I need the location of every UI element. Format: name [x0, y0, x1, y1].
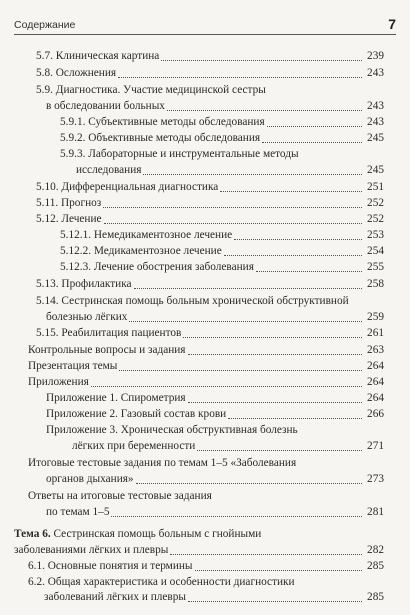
toc-entry-title: лёгких при беременности — [72, 440, 196, 452]
dot-leader — [91, 372, 362, 387]
toc-entry-title: заболеваниями лёгких и плевры — [14, 544, 169, 556]
running-head: Содержание — [14, 19, 76, 31]
toc-entry-page: 282 — [367, 544, 384, 556]
toc-entry-title: Итоговые тестовые задания по темам 1–5 «Заболевания — [28, 457, 297, 469]
toc-entry — [46, 472, 384, 487]
toc-entry-title: 5.8. Осложнения — [36, 67, 117, 79]
toc-entry-page: 259 — [367, 311, 384, 323]
toc-entry-page: 285 — [367, 560, 384, 572]
toc-entry-page: 253 — [367, 229, 384, 241]
toc-entry-title: болезнью лёгких — [46, 311, 128, 323]
toc-entry-page: 266 — [367, 408, 384, 420]
toc-entry-page: 252 — [367, 197, 384, 209]
dot-leader — [103, 193, 362, 208]
toc-entry-title: по темам 1–5 — [46, 506, 110, 518]
toc-entry-page: 261 — [367, 327, 384, 339]
toc-entry-page: 273 — [367, 473, 384, 485]
toc-entry-title: Контрольные вопросы и задания — [28, 344, 186, 356]
dot-leader — [256, 257, 362, 272]
dot-leader — [170, 540, 362, 555]
toc-entry — [76, 163, 384, 178]
toc-entry-title: 5.14. Сестринская помощь больным хронической обструктивной — [36, 295, 349, 307]
toc-entry-title: заболеваний лёгких и плевры — [44, 591, 186, 603]
toc-entry-title: 5.10. Дифференциальная диагностика — [36, 181, 219, 193]
toc-entry-page: 245 — [367, 132, 384, 144]
toc-entry-page: 252 — [367, 213, 384, 225]
toc-entry-title: 6.2. Общая характеристика и особенности диагностики — [28, 576, 295, 588]
toc-entry-page: 263 — [367, 344, 384, 356]
dot-leader — [197, 436, 362, 451]
dot-leader — [262, 128, 362, 143]
toc-entry-title: 5.11. Прогноз — [36, 197, 102, 209]
toc-entry-page: 243 — [367, 100, 384, 112]
dot-leader — [188, 388, 362, 403]
toc-entry — [44, 590, 384, 605]
toc-entry-page: 264 — [367, 376, 384, 388]
dot-leader — [161, 46, 362, 61]
toc-entry-page: 281 — [367, 506, 384, 518]
dot-leader — [119, 356, 362, 371]
toc-entry-title: Приложение 3. Хроническая обструктивная болезнь — [46, 424, 298, 436]
toc-entry-page: 258 — [367, 278, 384, 290]
toc-entry — [46, 505, 384, 520]
toc-entry-page: 285 — [367, 591, 384, 603]
page-number: 7 — [388, 16, 396, 32]
dot-leader — [143, 160, 362, 175]
dot-leader — [234, 225, 362, 240]
toc-entry-title: 5.13. Профилактика — [36, 278, 132, 290]
toc-entry-page: 255 — [367, 261, 384, 273]
toc-entry-title: органов дыхания» — [46, 473, 134, 485]
dot-leader — [111, 502, 362, 517]
toc-entry-page: 251 — [367, 181, 384, 193]
dot-leader — [118, 63, 362, 78]
toc-entry — [36, 66, 384, 81]
toc-entry-title: исследования — [76, 164, 142, 176]
toc-entry-title: 5.15. Реабилитация пациентов — [36, 327, 182, 339]
toc-entry-title: 5.9.1. Субъективные методы обследования — [60, 116, 265, 128]
toc-entry-title: 5.12.1. Немедикаментозное лечение — [60, 229, 233, 241]
toc-entry-title: Приложение 2. Газовый состав крови — [46, 408, 227, 420]
toc-entry — [72, 439, 384, 454]
toc-entry — [36, 49, 384, 64]
dot-leader — [167, 96, 362, 111]
toc-entry-page: 243 — [367, 67, 384, 79]
toc-entry — [60, 260, 384, 275]
toc-entry-title: Презентация темы — [28, 360, 118, 372]
dot-leader — [267, 112, 362, 127]
toc-entry-title: Приложение 1. Спирометрия — [46, 392, 186, 404]
toc-entry-title: Ответы на итоговые тестовые задания — [28, 490, 212, 502]
toc-entry-title: 5.9.2. Объективные методы обследования — [60, 132, 261, 144]
toc-entry-title: 5.9.3. Лабораторные и инструментальные методы — [60, 148, 299, 160]
toc-entry — [28, 559, 384, 574]
toc-entry-title: 5.7. Клиническая картина — [36, 50, 160, 62]
dot-leader — [188, 340, 362, 355]
toc-entry-page: 264 — [367, 360, 384, 372]
toc-entry-title: 5.12.3. Лечение обострения заболевания — [60, 261, 254, 273]
toc-entry-page: 239 — [367, 50, 384, 62]
toc-entry-page: 243 — [367, 116, 384, 128]
chapter-title-text: Сестринская помощь больным с гнойными — [50, 528, 262, 540]
dot-leader — [188, 587, 362, 602]
toc-entry-title: 5.12. Лечение — [36, 213, 102, 225]
toc-entry-title: Приложения — [28, 376, 89, 388]
toc-entry-title: 5.12.2. Медикаментозное лечение — [60, 245, 222, 257]
dot-leader — [136, 469, 362, 484]
toc-entry-title: в обследовании больных — [46, 100, 165, 112]
dot-leader — [134, 274, 362, 289]
dot-leader — [195, 556, 362, 571]
toc-entry-page: 271 — [367, 440, 384, 452]
dot-leader — [104, 209, 362, 224]
toc-entry — [60, 131, 384, 146]
chapter-label: Тема 6. — [14, 528, 51, 540]
toc-entry-page: 254 — [367, 245, 384, 257]
toc-entry — [36, 277, 384, 292]
dot-leader — [228, 404, 362, 419]
toc-entry-title: 6.1. Основные понятия и термины — [28, 560, 193, 572]
dot-leader — [224, 241, 362, 256]
toc-entry-page: 245 — [367, 164, 384, 176]
dot-leader — [220, 177, 362, 192]
toc-entry — [36, 326, 384, 341]
toc-entry-page: 264 — [367, 392, 384, 404]
dot-leader — [129, 307, 362, 322]
dot-leader — [183, 323, 362, 338]
toc-entry-title: 5.9. Диагностика. Участие медицинской сестры — [36, 84, 266, 96]
toc-entry — [46, 407, 384, 422]
